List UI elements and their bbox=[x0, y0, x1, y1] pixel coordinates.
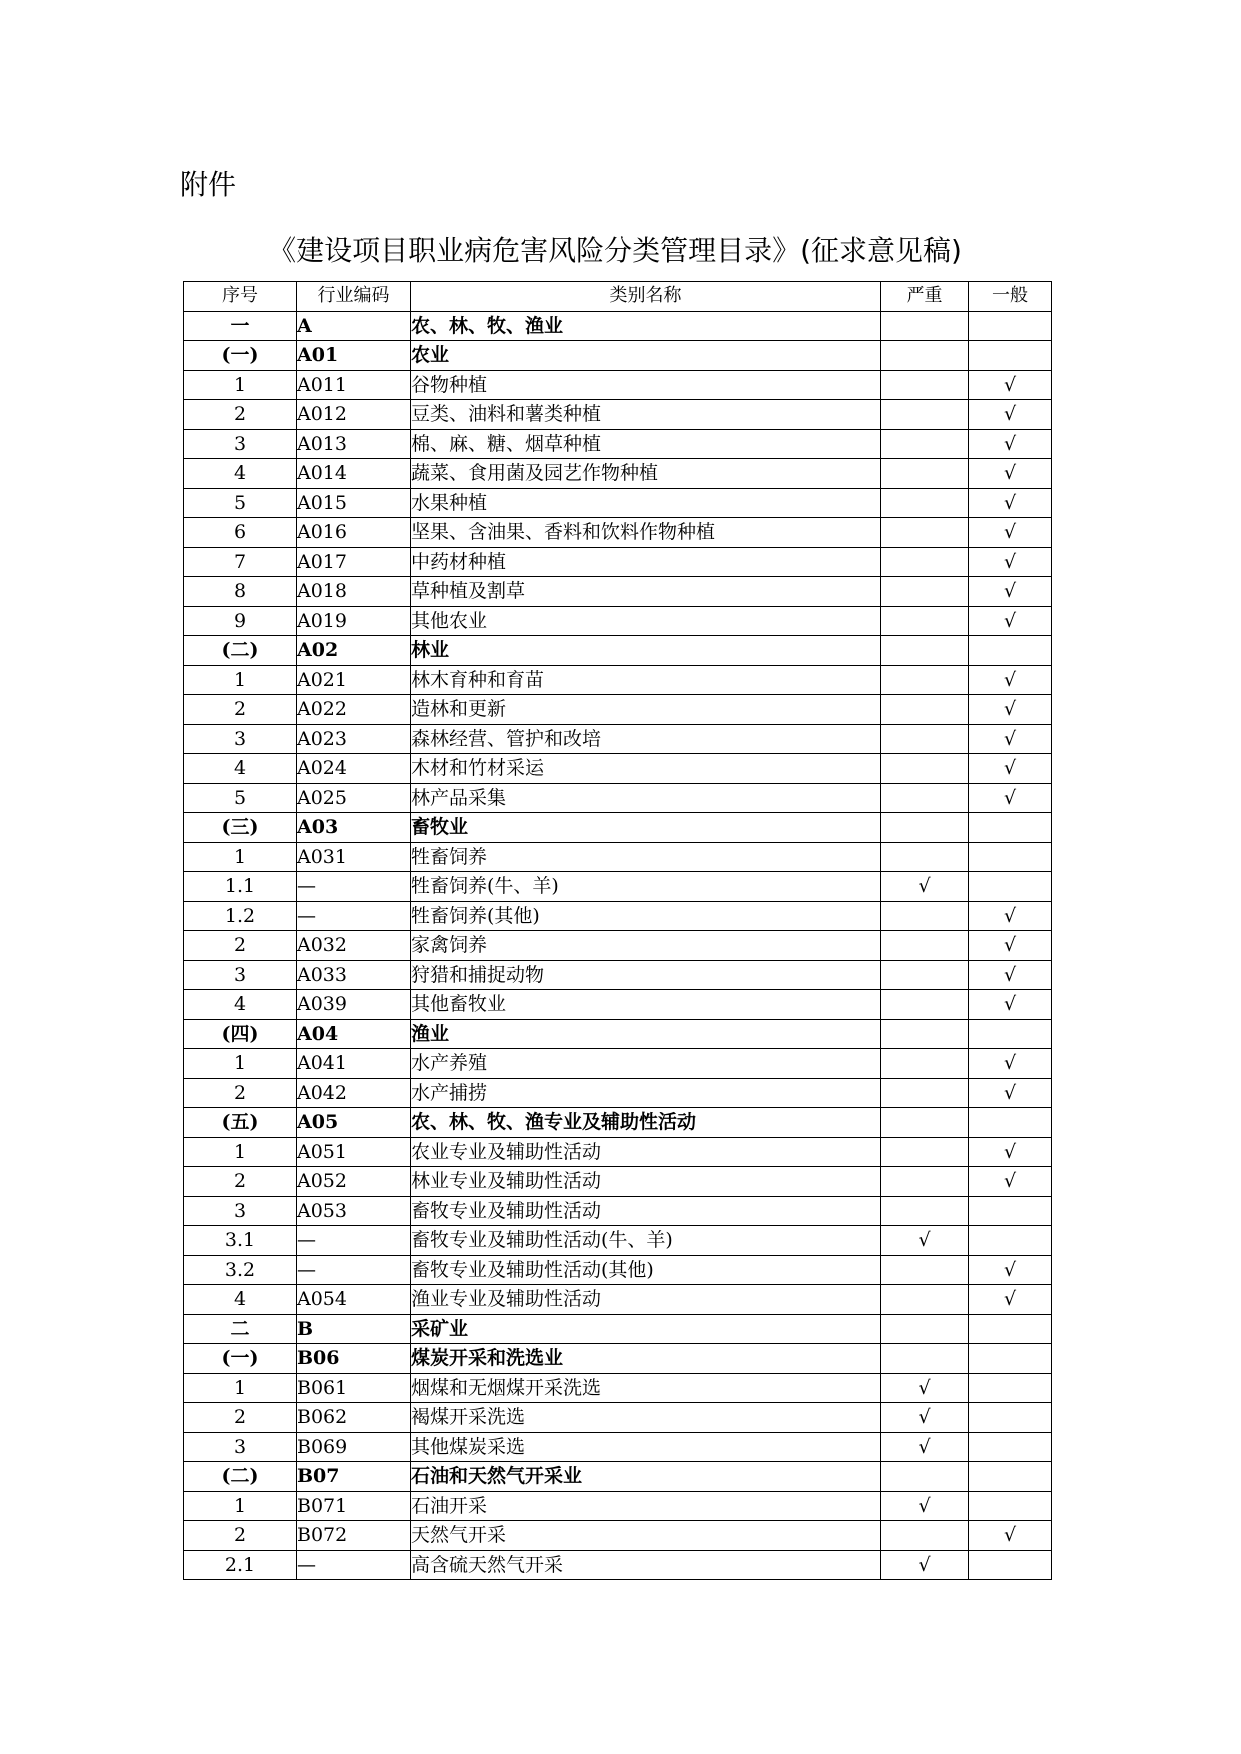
row-general-cell: √ bbox=[969, 1285, 1052, 1315]
table-header-row bbox=[184, 282, 1052, 312]
row-code-cell: A012 bbox=[297, 400, 411, 430]
row-severe-cell: √ bbox=[881, 872, 969, 902]
row-name-cell: 天然气开采 bbox=[411, 1521, 881, 1551]
table-row bbox=[184, 1226, 1052, 1256]
row-general-cell: √ bbox=[969, 606, 1052, 636]
row-code-cell: A019 bbox=[297, 606, 411, 636]
row-name-cell: 林业 bbox=[411, 636, 881, 666]
header-seq: 序号 bbox=[184, 282, 297, 312]
row-seq-cell: 5 bbox=[184, 783, 297, 813]
row-severe-cell bbox=[881, 311, 969, 341]
row-seq-cell: 8 bbox=[184, 577, 297, 607]
table-row bbox=[184, 1344, 1052, 1374]
row-seq-cell: 2 bbox=[184, 1078, 297, 1108]
row-name-cell: 木材和竹材采运 bbox=[411, 754, 881, 784]
row-name-cell: 石油和天然气开采业 bbox=[411, 1462, 881, 1492]
row-seq-cell: 1 bbox=[184, 842, 297, 872]
row-seq-cell: 1 bbox=[184, 665, 297, 695]
table-row bbox=[184, 636, 1052, 666]
row-code-cell: A04 bbox=[297, 1019, 411, 1049]
row-name-cell: 家禽饲养 bbox=[411, 931, 881, 961]
row-general-cell bbox=[969, 1196, 1052, 1226]
row-name-cell: 农、林、牧、渔业 bbox=[411, 311, 881, 341]
table-row bbox=[184, 1285, 1052, 1315]
row-severe-cell: √ bbox=[881, 1491, 969, 1521]
row-general-cell: √ bbox=[969, 695, 1052, 725]
row-name-cell: 豆类、油料和薯类种植 bbox=[411, 400, 881, 430]
row-seq-cell: 1 bbox=[184, 1137, 297, 1167]
row-name-cell: 渔业 bbox=[411, 1019, 881, 1049]
row-general-cell: √ bbox=[969, 488, 1052, 518]
row-severe-cell bbox=[881, 341, 969, 371]
row-severe-cell bbox=[881, 577, 969, 607]
row-code-cell: A042 bbox=[297, 1078, 411, 1108]
row-general-cell: √ bbox=[969, 783, 1052, 813]
row-seq-cell: 2 bbox=[184, 1521, 297, 1551]
row-code-cell: — bbox=[297, 872, 411, 902]
row-code-cell: A053 bbox=[297, 1196, 411, 1226]
row-severe-cell: √ bbox=[881, 1550, 969, 1580]
row-severe-cell bbox=[881, 990, 969, 1020]
row-severe-cell bbox=[881, 1049, 969, 1079]
attachment-label: 附件 bbox=[180, 168, 237, 201]
row-name-cell: 高含硫天然气开采 bbox=[411, 1550, 881, 1580]
row-name-cell: 农业专业及辅助性活动 bbox=[411, 1137, 881, 1167]
row-name-cell: 林木育种和育苗 bbox=[411, 665, 881, 695]
row-name-cell: 褐煤开采洗选 bbox=[411, 1403, 881, 1433]
row-code-cell: A023 bbox=[297, 724, 411, 754]
row-code-cell: B071 bbox=[297, 1491, 411, 1521]
row-name-cell: 烟煤和无烟煤开采洗选 bbox=[411, 1373, 881, 1403]
row-code-cell: A014 bbox=[297, 459, 411, 489]
table-row bbox=[184, 459, 1052, 489]
row-name-cell: 煤炭开采和洗选业 bbox=[411, 1344, 881, 1374]
header-industry-code: 行业编码 bbox=[297, 282, 411, 312]
row-name-cell: 畜牧业 bbox=[411, 813, 881, 843]
row-severe-cell bbox=[881, 1196, 969, 1226]
row-general-cell bbox=[969, 813, 1052, 843]
row-severe-cell bbox=[881, 901, 969, 931]
row-severe-cell: √ bbox=[881, 1226, 969, 1256]
row-seq-cell: (一) bbox=[184, 341, 297, 371]
row-general-cell: √ bbox=[969, 400, 1052, 430]
table-row bbox=[184, 518, 1052, 548]
row-name-cell: 畜牧专业及辅助性活动(牛、羊) bbox=[411, 1226, 881, 1256]
document-title: 《建设项目职业病危害风险分类管理目录》(征求意见稿) bbox=[268, 234, 962, 267]
table-row bbox=[184, 1255, 1052, 1285]
row-seq-cell: 6 bbox=[184, 518, 297, 548]
row-code-cell: B07 bbox=[297, 1462, 411, 1492]
row-severe-cell bbox=[881, 518, 969, 548]
row-seq-cell: 3.2 bbox=[184, 1255, 297, 1285]
table-row bbox=[184, 606, 1052, 636]
row-code-cell: — bbox=[297, 901, 411, 931]
row-name-cell: 其他畜牧业 bbox=[411, 990, 881, 1020]
row-general-cell bbox=[969, 1432, 1052, 1462]
row-code-cell: B06 bbox=[297, 1344, 411, 1374]
row-name-cell: 畜牧专业及辅助性活动(其他) bbox=[411, 1255, 881, 1285]
row-code-cell: A015 bbox=[297, 488, 411, 518]
row-seq-cell: 2.1 bbox=[184, 1550, 297, 1580]
row-seq-cell: (五) bbox=[184, 1108, 297, 1138]
row-code-cell: A018 bbox=[297, 577, 411, 607]
row-seq-cell: 4 bbox=[184, 754, 297, 784]
table-row bbox=[184, 311, 1052, 341]
row-severe-cell bbox=[881, 547, 969, 577]
row-seq-cell: (四) bbox=[184, 1019, 297, 1049]
row-code-cell: A054 bbox=[297, 1285, 411, 1315]
row-severe-cell: √ bbox=[881, 1373, 969, 1403]
row-general-cell bbox=[969, 1226, 1052, 1256]
row-name-cell: 牲畜饲养 bbox=[411, 842, 881, 872]
table-row bbox=[184, 1432, 1052, 1462]
risk-catalog-table bbox=[183, 281, 1052, 1580]
row-general-cell bbox=[969, 872, 1052, 902]
row-severe-cell bbox=[881, 842, 969, 872]
row-seq-cell: (一) bbox=[184, 1344, 297, 1374]
table-row bbox=[184, 1314, 1052, 1344]
row-seq-cell: 一 bbox=[184, 311, 297, 341]
row-seq-cell: 1 bbox=[184, 370, 297, 400]
row-general-cell bbox=[969, 1344, 1052, 1374]
row-code-cell: A01 bbox=[297, 341, 411, 371]
row-seq-cell: 5 bbox=[184, 488, 297, 518]
row-general-cell: √ bbox=[969, 990, 1052, 1020]
row-seq-cell: 3 bbox=[184, 1196, 297, 1226]
table-row bbox=[184, 1137, 1052, 1167]
row-general-cell bbox=[969, 1550, 1052, 1580]
row-code-cell: A032 bbox=[297, 931, 411, 961]
row-general-cell: √ bbox=[969, 1137, 1052, 1167]
row-severe-cell bbox=[881, 1078, 969, 1108]
row-seq-cell: 3 bbox=[184, 960, 297, 990]
row-general-cell bbox=[969, 1314, 1052, 1344]
row-code-cell: B069 bbox=[297, 1432, 411, 1462]
row-general-cell: √ bbox=[969, 1049, 1052, 1079]
row-general-cell: √ bbox=[969, 901, 1052, 931]
row-seq-cell: (二) bbox=[184, 1462, 297, 1492]
row-severe-cell bbox=[881, 1285, 969, 1315]
row-seq-cell: 2 bbox=[184, 931, 297, 961]
row-severe-cell bbox=[881, 754, 969, 784]
row-general-cell: √ bbox=[969, 1255, 1052, 1285]
table-row bbox=[184, 1462, 1052, 1492]
table-row bbox=[184, 813, 1052, 843]
row-general-cell bbox=[969, 1373, 1052, 1403]
row-code-cell: B072 bbox=[297, 1521, 411, 1551]
row-seq-cell: 4 bbox=[184, 990, 297, 1020]
table-row bbox=[184, 400, 1052, 430]
row-code-cell: A033 bbox=[297, 960, 411, 990]
row-name-cell: 棉、麻、糖、烟草种植 bbox=[411, 429, 881, 459]
header-severe: 严重 bbox=[881, 282, 969, 312]
row-general-cell bbox=[969, 1019, 1052, 1049]
row-code-cell: B bbox=[297, 1314, 411, 1344]
row-name-cell: 蔬菜、食用菌及园艺作物种植 bbox=[411, 459, 881, 489]
row-seq-cell: 1 bbox=[184, 1049, 297, 1079]
table-row bbox=[184, 1521, 1052, 1551]
row-severe-cell bbox=[881, 783, 969, 813]
row-code-cell: A022 bbox=[297, 695, 411, 725]
table-row bbox=[184, 960, 1052, 990]
row-severe-cell bbox=[881, 813, 969, 843]
row-code-cell: A05 bbox=[297, 1108, 411, 1138]
row-general-cell bbox=[969, 1491, 1052, 1521]
row-name-cell: 谷物种植 bbox=[411, 370, 881, 400]
row-severe-cell: √ bbox=[881, 1403, 969, 1433]
table-row bbox=[184, 488, 1052, 518]
table-row bbox=[184, 724, 1052, 754]
row-general-cell: √ bbox=[969, 665, 1052, 695]
row-general-cell: √ bbox=[969, 518, 1052, 548]
row-severe-cell bbox=[881, 400, 969, 430]
row-seq-cell: 1 bbox=[184, 1373, 297, 1403]
table-row bbox=[184, 901, 1052, 931]
row-name-cell: 水果种植 bbox=[411, 488, 881, 518]
table-body bbox=[184, 311, 1052, 1580]
row-severe-cell bbox=[881, 636, 969, 666]
row-code-cell: A021 bbox=[297, 665, 411, 695]
row-severe-cell bbox=[881, 695, 969, 725]
row-code-cell: A017 bbox=[297, 547, 411, 577]
row-name-cell: 采矿业 bbox=[411, 1314, 881, 1344]
header-general: 一般 bbox=[969, 282, 1052, 312]
row-general-cell bbox=[969, 1108, 1052, 1138]
table-row bbox=[184, 931, 1052, 961]
row-severe-cell bbox=[881, 429, 969, 459]
row-code-cell: A041 bbox=[297, 1049, 411, 1079]
table-row bbox=[184, 990, 1052, 1020]
table-row bbox=[184, 547, 1052, 577]
row-seq-cell: (二) bbox=[184, 636, 297, 666]
row-seq-cell: 7 bbox=[184, 547, 297, 577]
row-code-cell: A025 bbox=[297, 783, 411, 813]
row-code-cell: A013 bbox=[297, 429, 411, 459]
row-name-cell: 农、林、牧、渔专业及辅助性活动 bbox=[411, 1108, 881, 1138]
row-code-cell: A03 bbox=[297, 813, 411, 843]
row-code-cell: — bbox=[297, 1255, 411, 1285]
row-seq-cell: 2 bbox=[184, 1167, 297, 1197]
table-row bbox=[184, 1167, 1052, 1197]
row-code-cell: B062 bbox=[297, 1403, 411, 1433]
row-code-cell: A052 bbox=[297, 1167, 411, 1197]
table-row bbox=[184, 665, 1052, 695]
row-seq-cell: 2 bbox=[184, 400, 297, 430]
row-seq-cell: 3 bbox=[184, 429, 297, 459]
row-seq-cell: 3 bbox=[184, 724, 297, 754]
row-name-cell: 草种植及割草 bbox=[411, 577, 881, 607]
row-seq-cell: 1.2 bbox=[184, 901, 297, 931]
row-code-cell: A031 bbox=[297, 842, 411, 872]
row-name-cell: 林业专业及辅助性活动 bbox=[411, 1167, 881, 1197]
table-row bbox=[184, 1403, 1052, 1433]
row-code-cell: — bbox=[297, 1226, 411, 1256]
row-name-cell: 中药材种植 bbox=[411, 547, 881, 577]
row-general-cell bbox=[969, 1403, 1052, 1433]
table-row bbox=[184, 695, 1052, 725]
row-seq-cell: 3.1 bbox=[184, 1226, 297, 1256]
row-general-cell bbox=[969, 636, 1052, 666]
row-code-cell: — bbox=[297, 1550, 411, 1580]
row-general-cell bbox=[969, 341, 1052, 371]
row-severe-cell bbox=[881, 931, 969, 961]
row-severe-cell bbox=[881, 1255, 969, 1285]
header-category-name: 类别名称 bbox=[411, 282, 881, 312]
row-seq-cell: 2 bbox=[184, 695, 297, 725]
table-row bbox=[184, 872, 1052, 902]
table-row bbox=[184, 783, 1052, 813]
row-name-cell: 其他煤炭采选 bbox=[411, 1432, 881, 1462]
row-severe-cell bbox=[881, 960, 969, 990]
table-row bbox=[184, 1373, 1052, 1403]
row-seq-cell: 9 bbox=[184, 606, 297, 636]
row-general-cell: √ bbox=[969, 429, 1052, 459]
table-row bbox=[184, 577, 1052, 607]
row-name-cell: 其他农业 bbox=[411, 606, 881, 636]
row-general-cell bbox=[969, 311, 1052, 341]
table-row bbox=[184, 370, 1052, 400]
row-name-cell: 造林和更新 bbox=[411, 695, 881, 725]
row-general-cell: √ bbox=[969, 754, 1052, 784]
table-row bbox=[184, 1196, 1052, 1226]
row-name-cell: 坚果、含油果、香料和饮料作物种植 bbox=[411, 518, 881, 548]
row-general-cell: √ bbox=[969, 459, 1052, 489]
row-code-cell: A024 bbox=[297, 754, 411, 784]
row-severe-cell bbox=[881, 1314, 969, 1344]
row-code-cell: A bbox=[297, 311, 411, 341]
row-name-cell: 森林经营、管护和改培 bbox=[411, 724, 881, 754]
row-severe-cell bbox=[881, 606, 969, 636]
row-severe-cell bbox=[881, 1521, 969, 1551]
row-name-cell: 牲畜饲养(其他) bbox=[411, 901, 881, 931]
table-row bbox=[184, 1550, 1052, 1580]
row-name-cell: 畜牧专业及辅助性活动 bbox=[411, 1196, 881, 1226]
row-name-cell: 水产养殖 bbox=[411, 1049, 881, 1079]
row-severe-cell: √ bbox=[881, 1432, 969, 1462]
row-name-cell: 林产品采集 bbox=[411, 783, 881, 813]
row-severe-cell bbox=[881, 1019, 969, 1049]
table-row bbox=[184, 1491, 1052, 1521]
row-general-cell: √ bbox=[969, 370, 1052, 400]
table-row bbox=[184, 1108, 1052, 1138]
row-name-cell: 农业 bbox=[411, 341, 881, 371]
row-code-cell: A011 bbox=[297, 370, 411, 400]
row-severe-cell bbox=[881, 1462, 969, 1492]
row-severe-cell bbox=[881, 724, 969, 754]
row-seq-cell: 2 bbox=[184, 1403, 297, 1433]
row-severe-cell bbox=[881, 665, 969, 695]
table-row bbox=[184, 1019, 1052, 1049]
row-severe-cell bbox=[881, 488, 969, 518]
row-code-cell: B061 bbox=[297, 1373, 411, 1403]
table-row bbox=[184, 842, 1052, 872]
row-code-cell: A02 bbox=[297, 636, 411, 666]
row-general-cell: √ bbox=[969, 1078, 1052, 1108]
row-name-cell: 狩猎和捕捉动物 bbox=[411, 960, 881, 990]
row-name-cell: 水产捕捞 bbox=[411, 1078, 881, 1108]
row-severe-cell bbox=[881, 1344, 969, 1374]
table-row bbox=[184, 1049, 1052, 1079]
row-severe-cell bbox=[881, 459, 969, 489]
row-general-cell: √ bbox=[969, 1167, 1052, 1197]
row-general-cell: √ bbox=[969, 931, 1052, 961]
row-seq-cell: 1.1 bbox=[184, 872, 297, 902]
row-seq-cell: 4 bbox=[184, 1285, 297, 1315]
row-code-cell: A016 bbox=[297, 518, 411, 548]
row-seq-cell: (三) bbox=[184, 813, 297, 843]
row-name-cell: 石油开采 bbox=[411, 1491, 881, 1521]
row-seq-cell: 1 bbox=[184, 1491, 297, 1521]
row-severe-cell bbox=[881, 1137, 969, 1167]
row-code-cell: A039 bbox=[297, 990, 411, 1020]
row-general-cell bbox=[969, 1462, 1052, 1492]
row-code-cell: A051 bbox=[297, 1137, 411, 1167]
row-general-cell: √ bbox=[969, 577, 1052, 607]
row-name-cell: 牲畜饲养(牛、羊) bbox=[411, 872, 881, 902]
row-general-cell: √ bbox=[969, 1521, 1052, 1551]
row-severe-cell bbox=[881, 1167, 969, 1197]
row-seq-cell: 二 bbox=[184, 1314, 297, 1344]
table-row bbox=[184, 429, 1052, 459]
row-general-cell: √ bbox=[969, 547, 1052, 577]
row-general-cell: √ bbox=[969, 724, 1052, 754]
row-seq-cell: 4 bbox=[184, 459, 297, 489]
table-row bbox=[184, 1078, 1052, 1108]
row-general-cell: √ bbox=[969, 960, 1052, 990]
row-severe-cell bbox=[881, 1108, 969, 1138]
row-general-cell bbox=[969, 842, 1052, 872]
row-severe-cell bbox=[881, 370, 969, 400]
row-seq-cell: 3 bbox=[184, 1432, 297, 1462]
table-row bbox=[184, 341, 1052, 371]
row-name-cell: 渔业专业及辅助性活动 bbox=[411, 1285, 881, 1315]
table-row bbox=[184, 754, 1052, 784]
